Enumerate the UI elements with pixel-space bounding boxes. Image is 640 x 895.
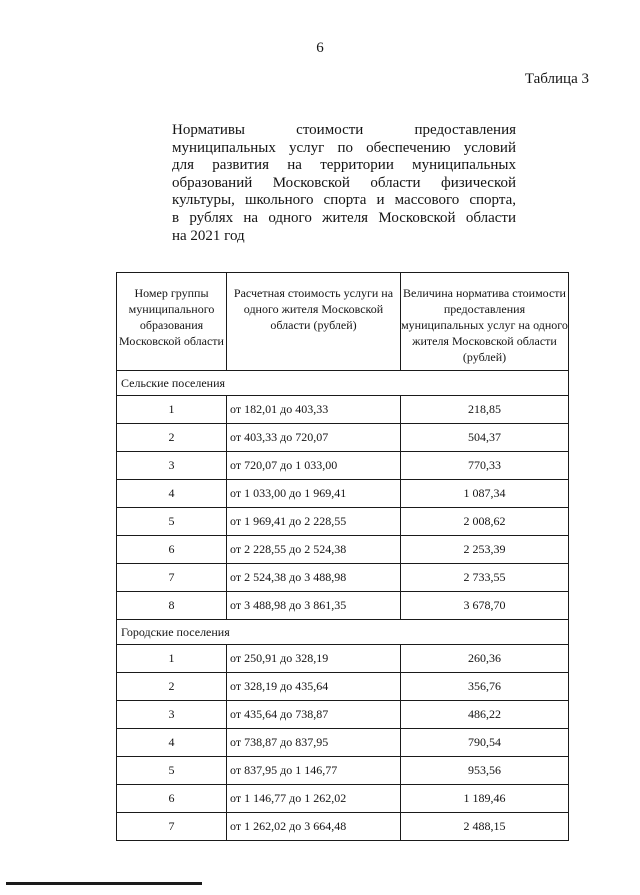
cost-range: от 3 488,98 до 3 861,35 — [227, 592, 401, 620]
cost-range: от 720,07 до 1 033,00 — [227, 452, 401, 480]
header-group-number: Номер группы муниципального образования Московской области — [117, 273, 227, 371]
table-row — [117, 480, 569, 508]
table-label: Таблица 3 — [524, 71, 589, 87]
cost-range: от 1 033,00 до 1 969,41 — [227, 480, 401, 508]
table-header-row — [117, 273, 569, 371]
norm-value: 3 678,70 — [401, 592, 569, 620]
table-row — [117, 592, 569, 620]
group-number: 3 — [117, 452, 227, 480]
table-row — [117, 508, 569, 536]
group-number: 5 — [117, 757, 227, 785]
norm-value: 1 087,34 — [401, 480, 569, 508]
group-number: 1 — [117, 396, 227, 424]
norm-value: 770,33 — [401, 452, 569, 480]
cost-range: от 1 969,41 до 2 228,55 — [227, 508, 401, 536]
norm-value: 218,85 — [401, 396, 569, 424]
table-row — [117, 536, 569, 564]
cost-range: от 182,01 до 403,33 — [227, 396, 401, 424]
document-title — [172, 122, 516, 245]
group-number: 8 — [117, 592, 227, 620]
group-number: 6 — [117, 536, 227, 564]
title-line: на 2021 год — [172, 227, 245, 244]
norm-value: 953,56 — [401, 757, 569, 785]
title-line: в рублях на одного жителя Московской области — [172, 209, 516, 226]
header-calculated-cost: Расчетная стоимость услуги на одного жителя Московской области (рублей) — [227, 273, 401, 371]
table-row — [117, 645, 569, 673]
table-row — [117, 785, 569, 813]
norm-value: 356,76 — [401, 673, 569, 701]
table-row — [117, 564, 569, 592]
table-row — [117, 452, 569, 480]
group-number: 5 — [117, 508, 227, 536]
cost-range: от 837,95 до 1 146,77 — [227, 757, 401, 785]
norm-value: 2 733,55 — [401, 564, 569, 592]
group-number: 7 — [117, 813, 227, 841]
title-line: муниципальных услуг по обеспечению условий — [172, 139, 516, 156]
norm-value: 2 008,62 — [401, 508, 569, 536]
table-row — [117, 757, 569, 785]
cost-range: от 250,91 до 328,19 — [227, 645, 401, 673]
section-row — [117, 371, 569, 396]
group-number: 6 — [117, 785, 227, 813]
norm-value: 2 253,39 — [401, 536, 569, 564]
footer-rule — [6, 882, 202, 885]
cost-range: от 2 524,38 до 3 488,98 — [227, 564, 401, 592]
group-number: 4 — [117, 480, 227, 508]
norm-value: 486,22 — [401, 701, 569, 729]
group-number: 7 — [117, 564, 227, 592]
table-body — [117, 371, 569, 841]
cost-range: от 403,33 до 720,07 — [227, 424, 401, 452]
group-number: 2 — [117, 424, 227, 452]
table-row — [117, 424, 569, 452]
cost-range: от 738,87 до 837,95 — [227, 729, 401, 757]
norms-table — [116, 272, 569, 841]
norm-value: 2 488,15 — [401, 813, 569, 841]
group-number: 3 — [117, 701, 227, 729]
table-row — [117, 813, 569, 841]
title-line: Нормативы стоимости предоставления — [172, 122, 516, 138]
cost-range: от 328,19 до 435,64 — [227, 673, 401, 701]
title-line: образований Московской области физической — [172, 174, 516, 191]
norm-value: 790,54 — [401, 729, 569, 757]
table-row — [117, 396, 569, 424]
section-title: Городские поселения — [117, 620, 569, 645]
group-number: 4 — [117, 729, 227, 757]
table-row — [117, 673, 569, 701]
group-number: 2 — [117, 673, 227, 701]
cost-range: от 1 146,77 до 1 262,02 — [227, 785, 401, 813]
table-row — [117, 701, 569, 729]
title-line: для развития на территории муниципальных — [172, 157, 516, 174]
cost-range: от 435,64 до 738,87 — [227, 701, 401, 729]
table-row — [117, 729, 569, 757]
section-title: Сельские поселения — [117, 371, 569, 396]
cost-range: от 2 228,55 до 2 524,38 — [227, 536, 401, 564]
header-norm-value: Величина норматива стоимости предоставления муниципальных услуг на одного жителя Московской области (рублей) — [401, 273, 569, 371]
norm-value: 504,37 — [401, 424, 569, 452]
group-number: 1 — [117, 645, 227, 673]
norm-value: 260,36 — [401, 645, 569, 673]
title-line: культуры, школьного спорта и массового спорта, — [172, 192, 516, 209]
page-number: 6 — [316, 40, 324, 56]
section-row — [117, 620, 569, 645]
norm-value: 1 189,46 — [401, 785, 569, 813]
cost-range: от 1 262,02 до 3 664,48 — [227, 813, 401, 841]
